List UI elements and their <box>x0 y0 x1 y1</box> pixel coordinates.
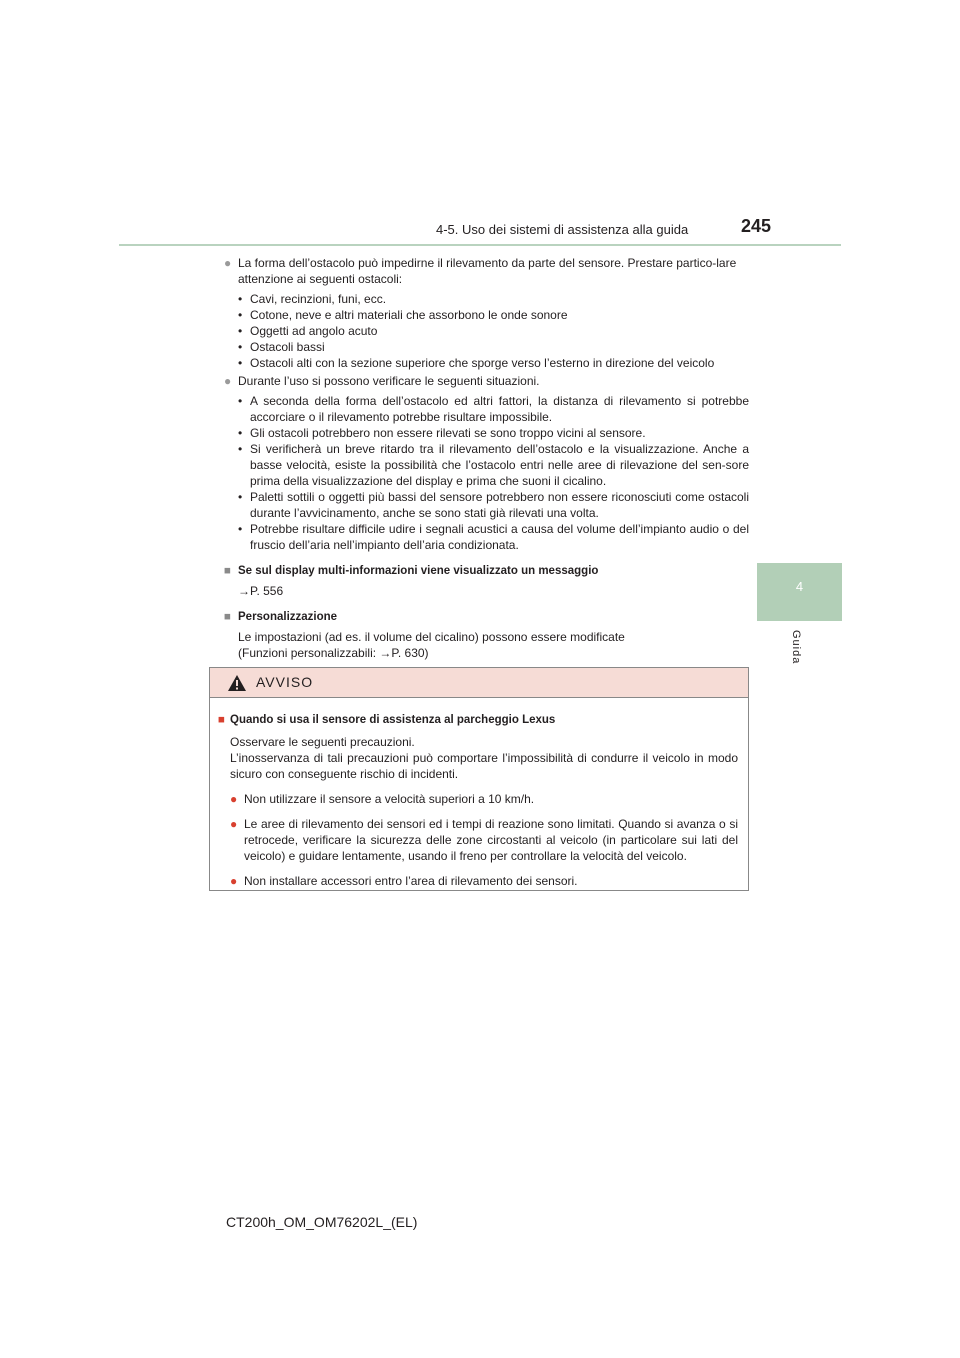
paragraph-text: La forma dell’ostacolo può impedirne il rilevamento da parte del sensore. Prestare partico-lare attenzione ai seguenti ostacoli: <box>238 256 737 286</box>
page-reference-link[interactable]: →P. 556 <box>238 584 284 598</box>
list-item: • Ostacoli bassi <box>238 340 325 354</box>
red-bullet-icon: ● <box>230 874 238 888</box>
page-header <box>0 0 960 250</box>
square-bullet-icon: ■ <box>224 611 231 623</box>
document-code: CT200h_OM_OM76202L_(EL) <box>226 1214 418 1230</box>
warning-intro-detail: L’inosservanza di tali precauzioni può comportare l’impossibilità di condurre il veicolo in modo sicuro con conseguente rischio di incidenti. <box>230 751 738 781</box>
obstacle-list <box>224 291 749 371</box>
situation-list <box>224 393 749 553</box>
chapter-tab[interactable] <box>757 563 842 621</box>
red-bullet-icon: ● <box>230 817 238 831</box>
paragraph-text: Durante l’uso si possono verificare le seguenti situazioni. <box>238 374 540 388</box>
square-bullet-icon: ■ <box>218 714 225 726</box>
warning-heading: ■ Quando si usa il sensore di assistenza al parcheggio Lexus <box>218 714 556 726</box>
list-item: • Gli ostacoli potrebbero non essere rilevati se sono troppo vicini al sensore. <box>238 426 646 440</box>
warning-intro: Osservare le seguenti precauzioni. <box>230 735 415 749</box>
warning-box <box>209 667 749 891</box>
warning-triangle-icon <box>227 674 247 692</box>
section-text: Le impostazioni (ad es. il volume del cicalino) possono essere modificate <box>238 630 625 644</box>
bullet-paragraph <box>224 373 749 389</box>
list-item: • Cavi, recinzioni, funi, ecc. <box>238 292 387 306</box>
section-heading: ■ Personalizzazione <box>224 611 338 623</box>
warning-item: ● Non installare accessori entro l’area di rilevamento dei sensori. <box>230 874 578 888</box>
list-item: • A seconda della forma dell’ostacolo ed altri fattori, la distanza di rilevamento si potrebbe accorciare o il rilevamento potrebbe risultare impossibile. <box>238 394 749 424</box>
bullet-dot-icon: ● <box>224 374 232 388</box>
bullet-dot-icon: ● <box>224 256 232 270</box>
chapter-label: Guida <box>790 630 802 665</box>
warning-header <box>210 668 748 698</box>
red-bullet-icon: ● <box>230 792 238 806</box>
chapter-number: 4 <box>795 579 804 594</box>
list-item: • Cotone, neve e altri materiali che assorbono le onde sonore <box>238 308 568 322</box>
warning-item: ● Le aree di rilevamento dei sensori ed i tempi di reazione sono limitati. Quando si avanza o si retrocede, verificare la sicurezza delle zone circostanti al veicolo (in particolare sui lati del veicolo) e guidare lentamente, usando il freno per controllare la velocità del veicolo. <box>230 817 738 863</box>
section-title: 4-5. Uso dei sistemi di assistenza alla guida <box>436 222 689 237</box>
list-item: • Si verificherà un breve ritardo tra il rilevamento dell’ostacolo e la visualizzazione. Anche a basse velocità, esiste la possibilità che l’ostacolo entri nelle aree di rilevazione del sen-sore prima della visualizzazione del display e prima che suoni il cicalino. <box>238 442 749 488</box>
warning-title: AVVISO <box>256 674 314 690</box>
list-item: • Paletti sottili o oggetti più bassi del sensore potrebbero non essere riconosciuti come ostacoli durante l’avvicinamento, anche se sono stati già rilevati una volta. <box>238 490 749 520</box>
header-divider <box>119 244 841 246</box>
bullet-paragraph <box>224 255 749 287</box>
list-item: • Oggetti ad angolo acuto <box>238 324 378 338</box>
square-bullet-icon: ■ <box>224 565 231 577</box>
section-heading: ■ Se sul display multi-informazioni viene visualizzato un messaggio <box>224 565 599 577</box>
warning-body <box>210 698 748 889</box>
main-content <box>224 255 749 661</box>
list-item: • Potrebbe risultare difficile udire i segnali acustici a causa del volume dell’impianto audio o del fruscio dell’aria nell’impianto dell’aria condizionata. <box>238 522 749 552</box>
list-item: • Ostacoli alti con la sezione superiore che sporge verso l’esterno in direzione del veicolo <box>238 356 715 370</box>
warning-item: ● Non utilizzare il sensore a velocità superiori a 10 km/h. <box>230 792 535 806</box>
page-reference-link[interactable]: (Funzioni personalizzabili: →P. 630) <box>238 646 429 660</box>
page-number: 245 <box>741 216 772 236</box>
